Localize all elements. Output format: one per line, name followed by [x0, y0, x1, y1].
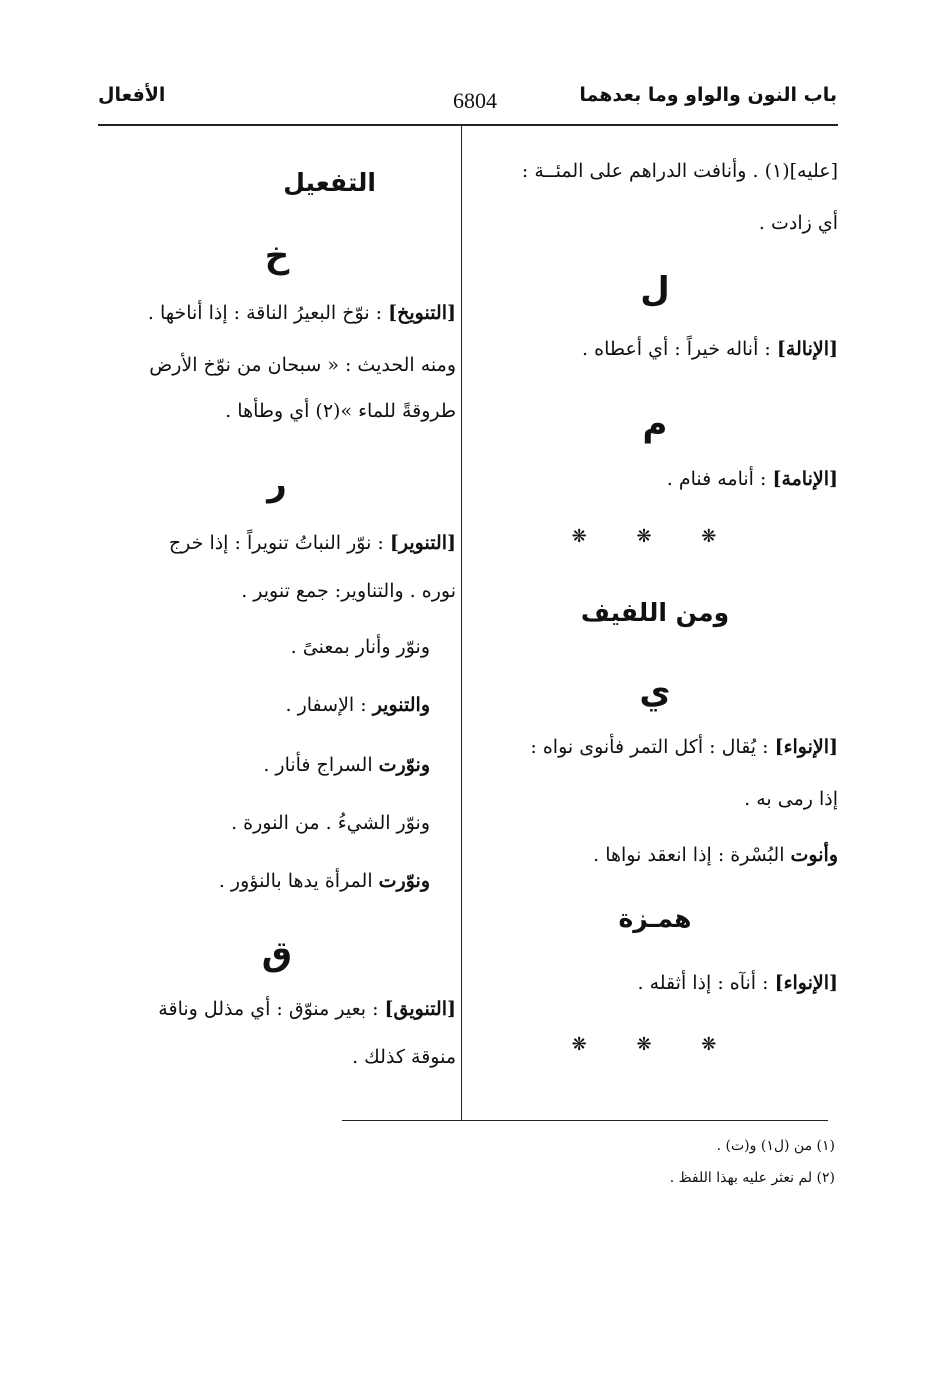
- entry-inwa-2: [472, 968, 838, 998]
- running-header-left: الأفعال: [98, 84, 166, 106]
- page-number: 6804: [453, 88, 497, 113]
- footnote-rule: [342, 1120, 828, 1121]
- letter-heading-mim: م: [642, 404, 668, 444]
- entry-tanwir-line4: [98, 690, 456, 720]
- section-heading-hamza: همـزة: [618, 904, 692, 933]
- entry-term: ونوّرت: [378, 870, 430, 892]
- entry-text: : الإسفار .: [285, 694, 367, 716]
- letter-heading-ya: ي: [639, 672, 671, 712]
- entry-inwa-1-line2: إذا رمى به .: [744, 788, 838, 810]
- footnote-1: (١) من (ل١) و(ت) .: [716, 1138, 835, 1154]
- entry-term: [التنويق]: [384, 998, 456, 1020]
- entry-tanwikh-line3: طروقةً للماء »(٢) أي وطأها .: [225, 400, 456, 422]
- entry-text: : يُقال : أكل التمر فأنوى نواه :: [530, 736, 769, 758]
- entry-text: البُسْرة : إذا انعقد نواها .: [593, 844, 785, 866]
- right-intro-line2: أي زادت .: [758, 212, 838, 234]
- entry-inama: [472, 464, 838, 494]
- letter-heading-kha: خ: [264, 236, 290, 276]
- header-rule: [98, 124, 838, 126]
- entry-term: وأنوت: [790, 844, 838, 866]
- entry-term: ونوّرت: [378, 754, 430, 776]
- entry-tanwir-line3: ونوّر وأنار بمعنىً .: [290, 636, 430, 658]
- entry-text: : أناله خيراً : أي أعطاه .: [582, 338, 771, 360]
- entry-text: : نوّر النباتُ تنويراً : إذا خرج: [168, 532, 384, 554]
- entry-term: [الإنامة]: [772, 468, 838, 490]
- right-intro-line1: [عليه](١) . وأنافت الدراهم على المئــة :: [521, 160, 838, 182]
- separator-stars: ❋ ❋ ❋: [571, 526, 739, 547]
- entry-term: [الإنواء]: [774, 972, 838, 994]
- entry-tanwiq-line2: منوقة كذلك .: [352, 1046, 456, 1068]
- entry-inwa-1-line1: [472, 732, 838, 762]
- entry-term: والتنوير: [372, 694, 430, 716]
- entry-tanwir-line5: [98, 750, 456, 780]
- entry-tanwir-line6: ونوّر الشيءُ . من النورة .: [231, 812, 430, 834]
- letter-heading-lam: ل: [640, 270, 670, 310]
- entry-text: السراج فأنار .: [263, 754, 373, 776]
- entry-tanwikh-line2: ومنه الحديث : « سبحان من نوّخ الأرض: [149, 354, 456, 376]
- entry-text: : نوّخ البعيرُ الناقة : إذا أناخها .: [147, 302, 383, 324]
- entry-term: [الإنواء]: [774, 736, 838, 758]
- entry-tanwir-line2: نوره . والتناوير: جمع تنوير .: [241, 580, 456, 602]
- section-heading-tafil: التفعيل: [283, 168, 376, 197]
- entry-inala: [472, 334, 838, 364]
- entry-term: [التنوير]: [389, 532, 456, 554]
- entry-term: [الإنالة]: [776, 338, 838, 360]
- running-header-right: باب النون والواو وما بعدهما: [579, 84, 837, 106]
- entry-text: : بعير منوّق : أي مذلل وناقة: [158, 998, 379, 1020]
- entry-tanwiq-line1: [98, 994, 456, 1024]
- entry-anwat: [472, 840, 838, 870]
- section-heading-lafif: ومن اللفيف: [580, 598, 730, 627]
- column-divider: [461, 126, 462, 1120]
- entry-term: [التنويخ]: [388, 302, 456, 324]
- entry-text: : أنامه فنام .: [666, 468, 767, 490]
- entry-tanwikh-line1: [98, 298, 456, 328]
- entry-text: المرأة يدها بالنؤور .: [218, 870, 373, 892]
- entry-tanwir-line1: [98, 528, 456, 558]
- entry-tanwir-line7: [98, 866, 456, 896]
- letter-heading-ra: ر: [267, 464, 287, 504]
- entry-text: : أنآه : إذا أثقله .: [637, 972, 769, 994]
- footnote-2: (٢) لم نعثر عليه بهذا اللفظ .: [669, 1170, 835, 1186]
- letter-heading-qaf: ق: [261, 934, 293, 974]
- separator-stars: ❋ ❋ ❋: [571, 1034, 739, 1055]
